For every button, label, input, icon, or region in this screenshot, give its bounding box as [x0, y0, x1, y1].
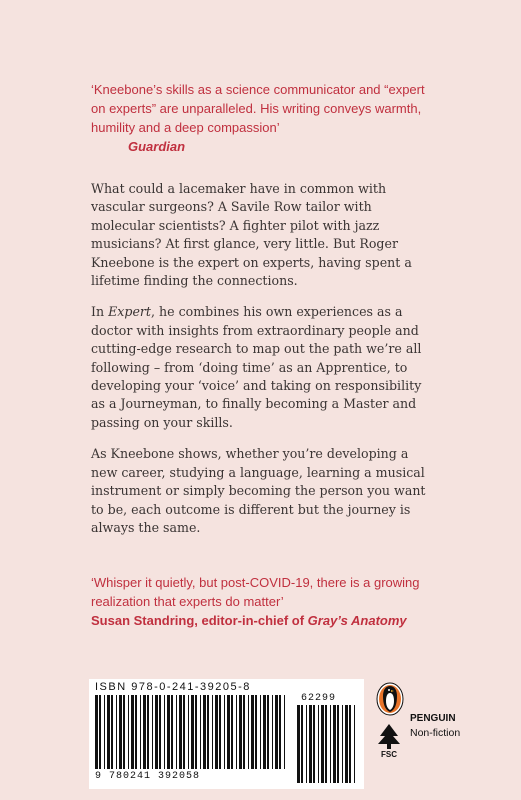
barcode-bar	[179, 695, 182, 769]
description-paragraph-2	[91, 303, 436, 432]
imprint	[410, 713, 460, 739]
barcode-bar	[195, 695, 197, 769]
paragraph-prefix: In	[91, 304, 109, 320]
barcode-digits: 9 780241 392058	[95, 771, 201, 782]
barcode-bar	[279, 695, 281, 769]
barcode-bar	[147, 695, 149, 769]
barcode-bar	[345, 705, 348, 783]
barcode-bar	[107, 695, 110, 769]
barcode-bar	[330, 705, 331, 783]
barcode-bar	[219, 695, 221, 769]
paragraph-rest: , he combines his own experiences as a doctor with insights from extraordinary people and cutting-edge research to map out the path we’re all following – from ‘doing time’ as an Apprentice, to developing your ‘voice’ and taking on responsibility as a Journeyman, to finally becoming a Master and passing on your skills.	[91, 304, 422, 430]
review-quote-guardian	[91, 80, 436, 156]
barcode-bar	[128, 695, 129, 769]
penguin-logo-icon	[376, 682, 404, 716]
barcode-bar	[152, 695, 153, 769]
book-category: Non-fiction	[410, 727, 461, 739]
barcode-bar	[231, 695, 233, 769]
barcode-bar	[171, 695, 173, 769]
fsc-label: FSC	[381, 750, 397, 758]
barcode-addon-digits: 62299	[301, 693, 337, 704]
barcode-bar	[301, 705, 303, 783]
barcode-bar	[251, 695, 254, 769]
barcode-bar	[200, 695, 201, 769]
barcode-bar	[255, 695, 257, 769]
barcode-bar	[224, 695, 225, 769]
description-paragraph-3: As Kneebone shows, whether you’re developing a new career, studying a language, learning a musical instrument or simply becoming the person you want to be, each outcome is different but the journey is always the same.	[91, 446, 426, 535]
review-quote-text: ‘Kneebone’s skills as a science communicator and “expert on experts” are unparalleled. His writing conveys warmth, humility and a deep compassion’	[91, 82, 425, 135]
isbn-label: ISBN 978-0-241-39205-8	[95, 681, 251, 693]
barcode-bar	[104, 695, 105, 769]
barcode-bar	[321, 705, 324, 783]
barcode-bar	[99, 695, 101, 769]
barcode-bar	[349, 705, 351, 783]
barcode-bar	[309, 705, 312, 783]
barcode-bar	[159, 695, 161, 769]
barcode-bar	[155, 695, 158, 769]
barcode-bar	[325, 705, 327, 783]
barcode-bar	[131, 695, 134, 769]
review-source	[91, 611, 436, 630]
barcode-bar	[167, 695, 170, 769]
source-title: Gray’s Anatomy	[307, 613, 407, 628]
barcode-bar	[267, 695, 269, 769]
barcode-bar	[95, 695, 98, 769]
barcode-bar	[215, 695, 218, 769]
barcode-bar	[243, 695, 245, 769]
fsc-tree-icon	[376, 722, 402, 758]
review-source: Guardian	[128, 139, 186, 154]
publisher-name: PENGUIN	[410, 713, 456, 724]
barcode-bar	[260, 695, 261, 769]
barcode-bar	[212, 695, 213, 769]
barcode-bar	[272, 695, 273, 769]
barcode-bar	[248, 695, 249, 769]
barcode-bar	[188, 695, 189, 769]
barcode	[89, 679, 364, 789]
barcode-bar	[297, 705, 300, 783]
barcode-bar	[176, 695, 177, 769]
source-prefix: Susan Standring, editor-in-chief of	[91, 613, 308, 628]
review-quote-standring	[91, 573, 436, 630]
book-title: Expert	[108, 304, 151, 320]
review-quote-text: ‘Whisper it quietly, but post-COVID-19, there is a growing realization that experts do matter’	[91, 575, 420, 609]
barcode-bar	[318, 705, 319, 783]
barcode-bar	[191, 695, 194, 769]
barcode-bar	[236, 695, 237, 769]
barcode-bar	[333, 705, 336, 783]
barcode-bar	[354, 705, 355, 783]
barcode-bar	[183, 695, 185, 769]
barcode-bar	[143, 695, 146, 769]
barcode-bar	[203, 695, 206, 769]
barcode-bar	[135, 695, 137, 769]
book-description	[91, 180, 436, 550]
barcode-bar	[275, 695, 278, 769]
barcode-bar	[116, 695, 117, 769]
barcode-bar	[306, 705, 307, 783]
barcode-bar	[111, 695, 113, 769]
barcode-bar	[337, 705, 339, 783]
barcode-bar	[140, 695, 141, 769]
barcode-bar	[227, 695, 230, 769]
barcode-bar	[207, 695, 209, 769]
barcode-bar	[313, 705, 315, 783]
barcode-bar	[164, 695, 165, 769]
barcode-bar	[119, 695, 122, 769]
barcode-bar	[263, 695, 266, 769]
description-paragraph-1: What could a lacemaker have in common with vascular surgeons? A Savile Row tailor with molecular scientists? A fighter pilot with jazz musicians? At first glance, very little. But Roger Kneebone is the expert on experts, having spent a lifetime finding the connections.	[91, 181, 412, 289]
barcode-bar	[284, 695, 285, 769]
barcode-bar	[123, 695, 125, 769]
barcode-bar	[342, 705, 343, 783]
barcode-bar	[239, 695, 242, 769]
